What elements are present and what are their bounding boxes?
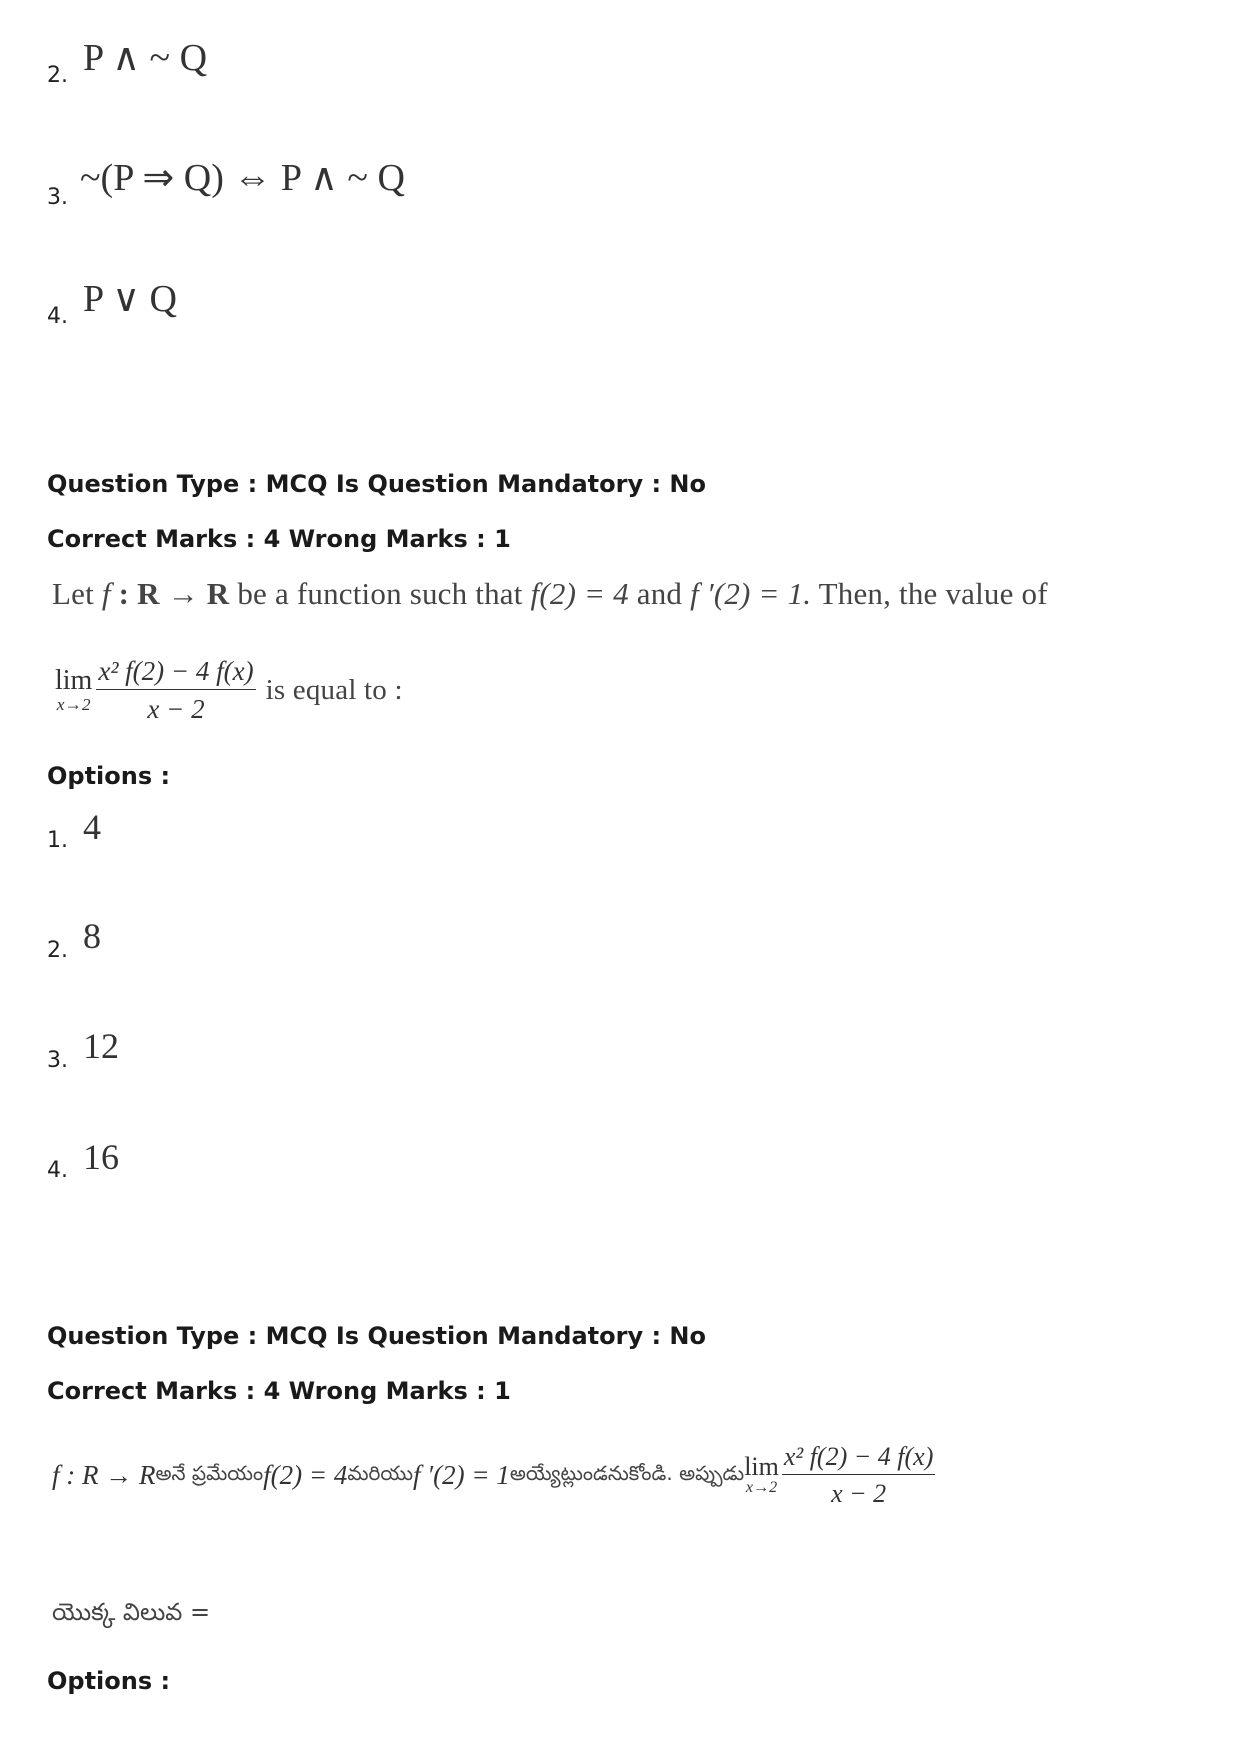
stem-symbol: f [101,576,111,611]
option-number: 4. [47,1158,68,1183]
stem-text-te: మరియు [347,1460,414,1485]
question-stem-line2 [55,650,403,730]
fraction-numerator: x² f(2) − 4 f(x) [96,656,255,690]
option-text: ~(P ⇒ Q) ⇔ P ∧ ~ Q [80,157,405,199]
stem-text: Then, the value of [811,576,1048,611]
option-number: 2. [47,938,68,963]
stem-text-te: అయ్యేట్లుండనుకోండి. అప్పుడు [509,1460,745,1485]
option-text: 4 [83,807,101,847]
stem-mapping: f : R → R [52,1459,156,1490]
option-number: 1. [47,828,68,853]
marks-line: Correct Marks : 4 Wrong Marks : 1 [47,525,511,553]
fraction-numerator: x² f(2) − 4 f(x) [782,1442,936,1475]
stem-mapping: : R → R [110,576,238,611]
stem-condition: f ′(2) = 1. [690,576,812,611]
fraction [96,656,255,725]
stem-tail: is equal to : [265,673,403,706]
marks-line-te: Correct Marks : 4 Wrong Marks : 1 [47,1377,511,1405]
limit-word: lim [744,1451,779,1481]
limit-subscript: x→2 [745,1479,778,1497]
option-text: P ∧ ~ Q [83,37,208,79]
question-type-line-te: Question Type : MCQ Is Question Mandatory : No [47,1322,706,1350]
limit-subscript: x→2 [56,694,91,714]
option-text: 8 [83,916,101,956]
option-number: 3. [47,1048,68,1073]
stem-text: and [628,576,691,611]
question-type-line: Question Type : MCQ Is Question Mandatory : No [47,470,706,498]
stem-condition: f(2) = 4 [530,576,629,611]
limit-expression [55,666,92,714]
option-number: 4. [47,304,68,329]
option-number: 2. [47,63,68,88]
stem-text-te: అనే ప్రమేయం [155,1460,264,1485]
stem-text: Let [52,576,102,611]
limit-expression [744,1453,779,1497]
option-text: 12 [83,1026,119,1066]
question-stem-line1 [52,576,1048,612]
option-number: 3. [47,185,68,210]
options-label: Options : [47,762,171,790]
question-stem-te-line1 [52,1430,935,1520]
options-label-te: Options : [47,1667,171,1695]
option-text: P ∨ Q [83,278,177,320]
question-stem-te-line2: యొక్క విలువ = [52,1598,211,1626]
stem-text: be a function such that [237,576,531,611]
option-text: 16 [83,1137,119,1177]
fraction [782,1442,936,1509]
stem-condition: f ′(2) = 1 [413,1459,510,1490]
fraction-denominator: x − 2 [831,1478,887,1508]
limit-word: lim [55,665,93,697]
stem-condition: f(2) = 4 [263,1459,348,1490]
fraction-denominator: x − 2 [147,693,205,724]
